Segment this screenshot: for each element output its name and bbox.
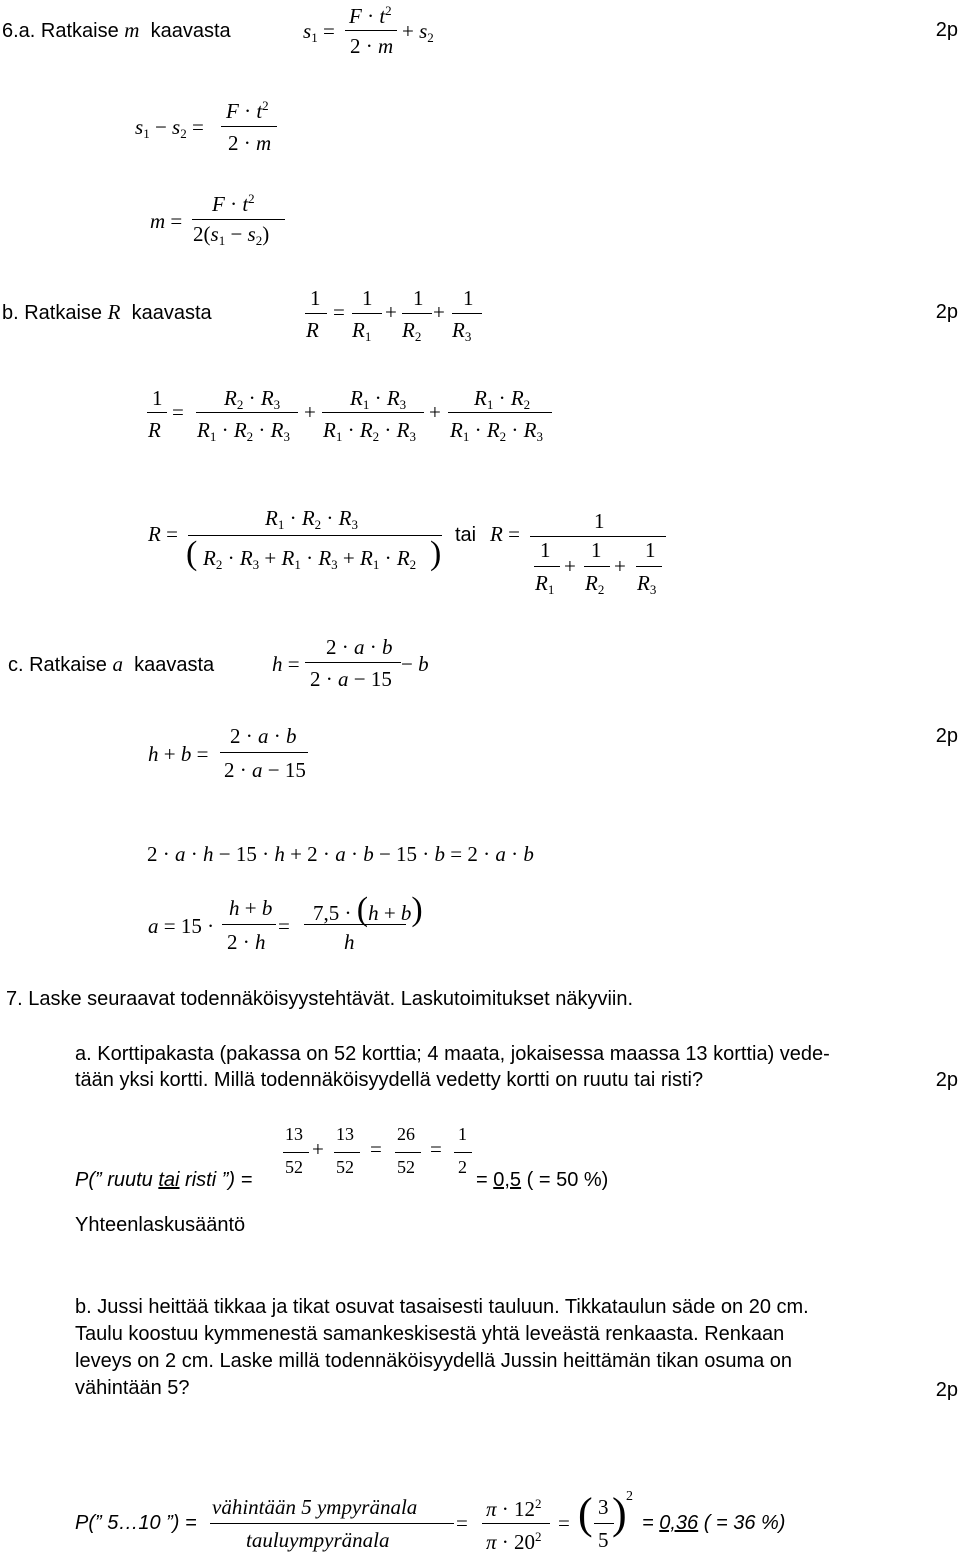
q7b-line2: Taulu koostuu kymmenestä samankeskisestä yhtä leveästä renkaasta. Renkaan <box>75 1323 785 1345</box>
q6a-points: 2p <box>935 19 958 41</box>
q6c-intro: c. Ratkaise a kaavasta <box>8 652 215 676</box>
q7-heading: 7. Laske seuraavat todennäköisyystehtävät. Laskutoimitukset näkyviin. <box>6 988 634 1010</box>
q7b-points: 2p <box>935 1379 958 1401</box>
q6a-intro: 6.a. Ratkaise m kaavasta <box>2 18 231 42</box>
q7b-line1: b. Jussi heittää tikkaa ja tikat osuvat tasaisesti tauluun. Tikkataulun säde on 20 cm. <box>75 1296 809 1318</box>
q6c-points: 2p <box>935 725 958 747</box>
q7a-line2: tään yksi kortti. Millä todennäköisyydellä vedetty kortti on ruutu tai risti? <box>75 1069 704 1091</box>
q7a-points: 2p <box>935 1069 958 1091</box>
q7a-rule: Yhteenlaskusääntö <box>75 1214 246 1236</box>
q6b-points: 2p <box>935 301 958 323</box>
q7a-line1: a. Korttipakasta (pakassa on 52 korttia; 4 maata, jokaisessa maassa 13 korttia) vede- <box>75 1043 830 1065</box>
q7b-line4: vähintään 5? <box>75 1377 190 1399</box>
q6c-step2: 2 · a · h − 15 · h + 2 · a · b − 15 · b = 2 · a · b <box>147 842 534 866</box>
q6b-intro: b. Ratkaise R kaavasta <box>2 300 212 324</box>
q7b-line3: leveys on 2 cm. Laske millä todennäköisyydellä Jussin heittämän tikan osuma on <box>75 1350 793 1372</box>
